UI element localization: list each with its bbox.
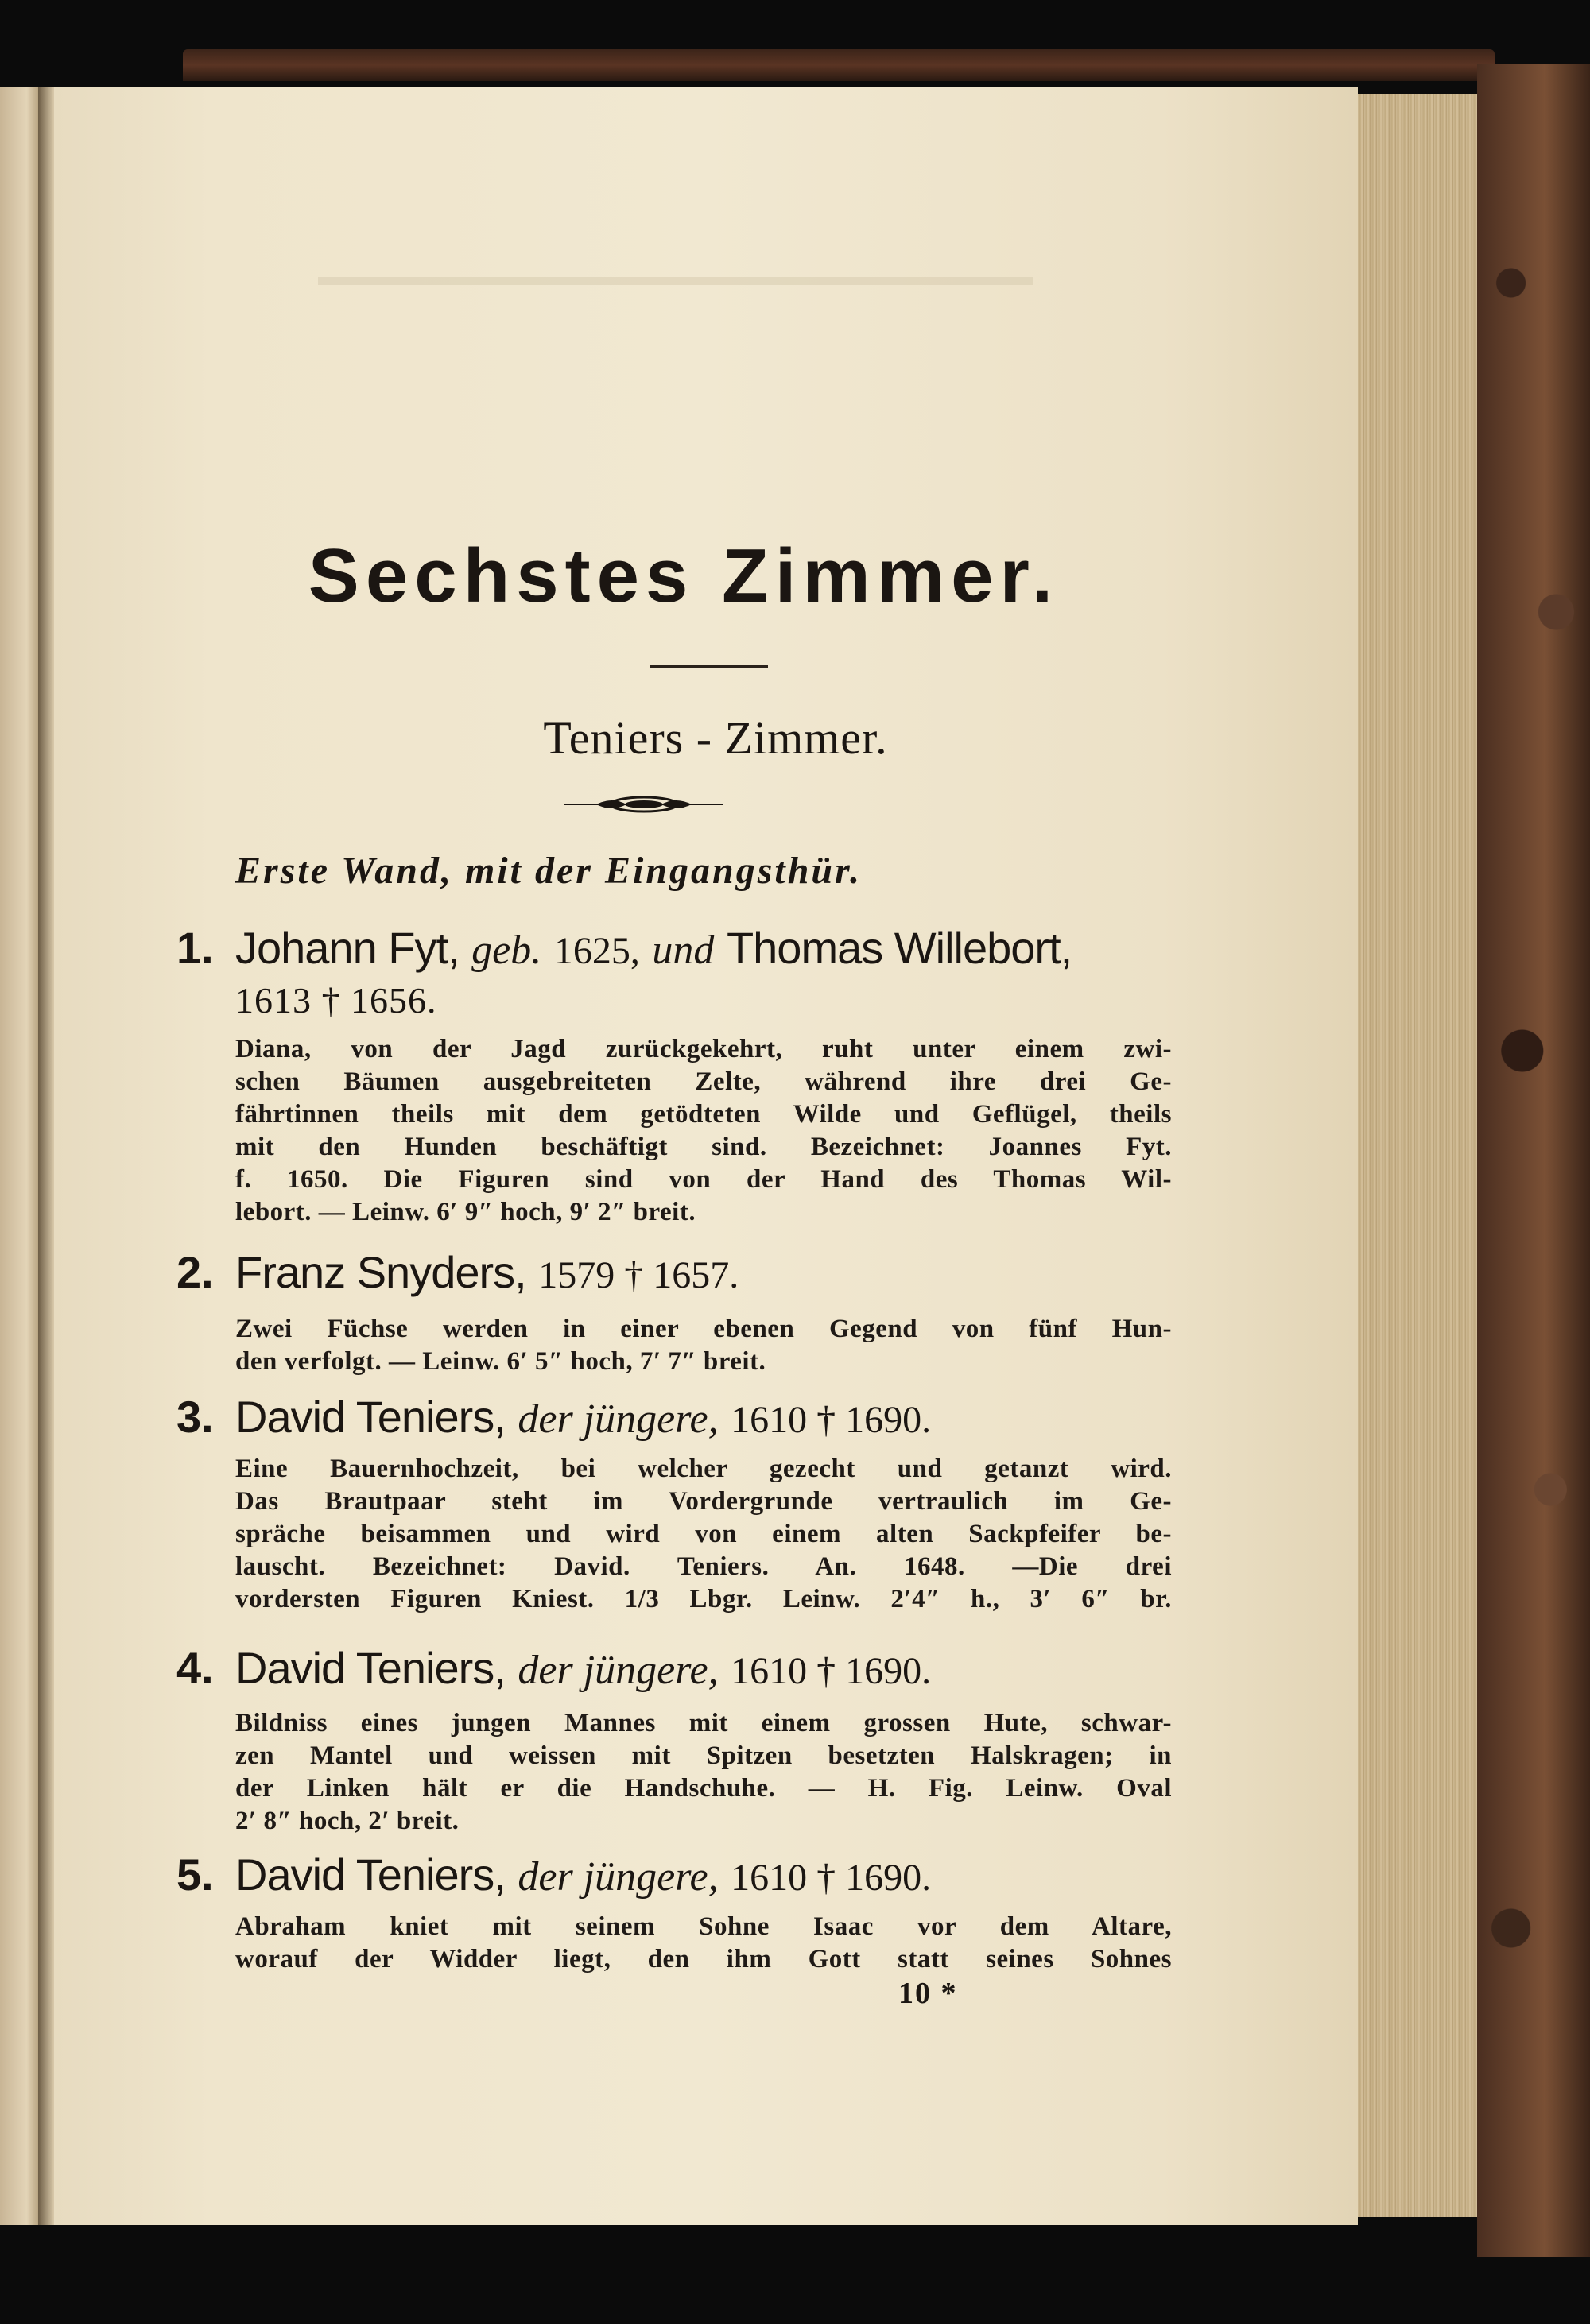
entry-3-description — [235, 1453, 1172, 1616]
entry-epithet: der jüngere, — [518, 1396, 719, 1442]
bleed-through-decoration — [318, 258, 1034, 302]
entry-dates: 1610 † 1690. — [731, 1857, 932, 1899]
description-line: spräche beisammen und wird von einem alten Sackpfeifer be- — [235, 1520, 1172, 1548]
artist-name: Franz Snyders, — [235, 1247, 526, 1297]
entry-dates: 1625, — [553, 930, 640, 972]
entry-5-heading — [176, 1849, 1210, 1900]
artist-name: David Teniers, — [235, 1850, 506, 1900]
entry-number: 1. — [176, 923, 214, 973]
entry-2-heading — [176, 1246, 1210, 1298]
entry-1-description — [235, 1033, 1172, 1229]
page-heading: Sechstes Zimmer. — [308, 533, 1060, 618]
entry-number: 2. — [176, 1247, 214, 1297]
book-gutter — [38, 87, 54, 2225]
artist-name: Thomas Willebort, — [726, 923, 1072, 973]
entry-4-description — [235, 1707, 1172, 1838]
entry-dates: 1579 † 1657. — [538, 1254, 739, 1296]
entry-1-heading — [176, 922, 1210, 974]
description-line: der Linken hält er die Handschuhe. — H. Fig. Leinw. Oval — [235, 1774, 1172, 1803]
entry-2-description — [235, 1313, 1172, 1378]
description-line: Diana, von der Jagd zurückgekehrt, ruht unter einem zwi- — [235, 1035, 1172, 1063]
entry-3-heading — [176, 1391, 1210, 1443]
entry-epithet: der jüngere, — [518, 1854, 719, 1900]
description-line: fährtinnen theils mit dem getödteten Wilde und Geflügel, theils — [235, 1100, 1172, 1129]
artist-name: Johann Fyt, — [235, 923, 460, 973]
wall-title: Erste Wand, mit der Eingangsthür. — [235, 850, 863, 892]
entry-dates: 1610 † 1690. — [731, 1399, 932, 1441]
description-line: Abraham kniet mit seinem Sohne Isaac vor dem Altare, — [235, 1912, 1172, 1941]
entry-4-heading — [176, 1642, 1210, 1694]
book-cover-top — [183, 49, 1495, 81]
description-line: worauf der Widder liegt, den ihm Gott statt seines Sohnes — [235, 1945, 1172, 1973]
description-line: Eine Bauernhochzeit, bei welcher gezecht und getanzt wird. — [235, 1454, 1172, 1483]
description-line: Zwei Füchse werden in einer ebenen Gegend von fünf Hun- — [235, 1315, 1172, 1343]
description-line: lebort. — Leinw. 6′ 9″ hoch, 9′ 2″ breit. — [235, 1198, 696, 1226]
ornament-divider-icon — [564, 790, 723, 819]
entry-italic: und — [652, 928, 715, 973]
description-line: schen Bäumen ausgebreiteten Zelte, während ihre drei Ge- — [235, 1067, 1172, 1096]
entry-5-description — [235, 1911, 1172, 1976]
entry-number: 5. — [176, 1850, 214, 1900]
entry-1-dates: 1613 † 1656. — [235, 980, 437, 1021]
left-page-edge — [0, 87, 38, 2225]
signature-mark: 10 * — [898, 1977, 958, 2010]
description-line: mit den Hunden beschäftigt sind. Bezeichnet: Joannes Fyt. — [235, 1133, 1172, 1161]
entry-italic: geb. — [471, 928, 542, 973]
description-line: den verfolgt. — Leinw. 6′ 5″ hoch, 7′ 7″ breit. — [235, 1347, 766, 1376]
heading-rule — [650, 665, 768, 668]
entry-number: 3. — [176, 1392, 214, 1442]
description-line: Das Brautpaar steht im Vordergrunde vertraulich im Ge- — [235, 1487, 1172, 1516]
room-subheading: Teniers - Zimmer. — [543, 712, 888, 764]
description-line: vordersten Figuren Kniest. 1/3 Lbgr. Leinw. 2′4″ h., 3′ 6″ br. — [235, 1585, 1172, 1613]
artist-name: David Teniers, — [235, 1392, 506, 1442]
artist-name: David Teniers, — [235, 1643, 506, 1693]
description-line: 2′ 8″ hoch, 2′ breit. — [235, 1807, 460, 1835]
entry-number: 4. — [176, 1643, 214, 1693]
entry-epithet: der jüngere, — [518, 1648, 719, 1693]
entry-dates: 1610 † 1690. — [731, 1650, 932, 1692]
page-edges — [1358, 94, 1477, 2217]
description-line: f. 1650. Die Figuren sind von der Hand des Thomas Wil- — [235, 1165, 1172, 1194]
marbled-cover — [1477, 64, 1590, 2257]
description-line: zen Mantel und weissen mit Spitzen besetzten Halskragen; in — [235, 1741, 1172, 1770]
description-line: Bildniss eines jungen Mannes mit einem grossen Hute, schwar- — [235, 1709, 1172, 1737]
description-line: lauscht. Bezeichnet: David. Teniers. An. 1648. —Die drei — [235, 1552, 1172, 1581]
